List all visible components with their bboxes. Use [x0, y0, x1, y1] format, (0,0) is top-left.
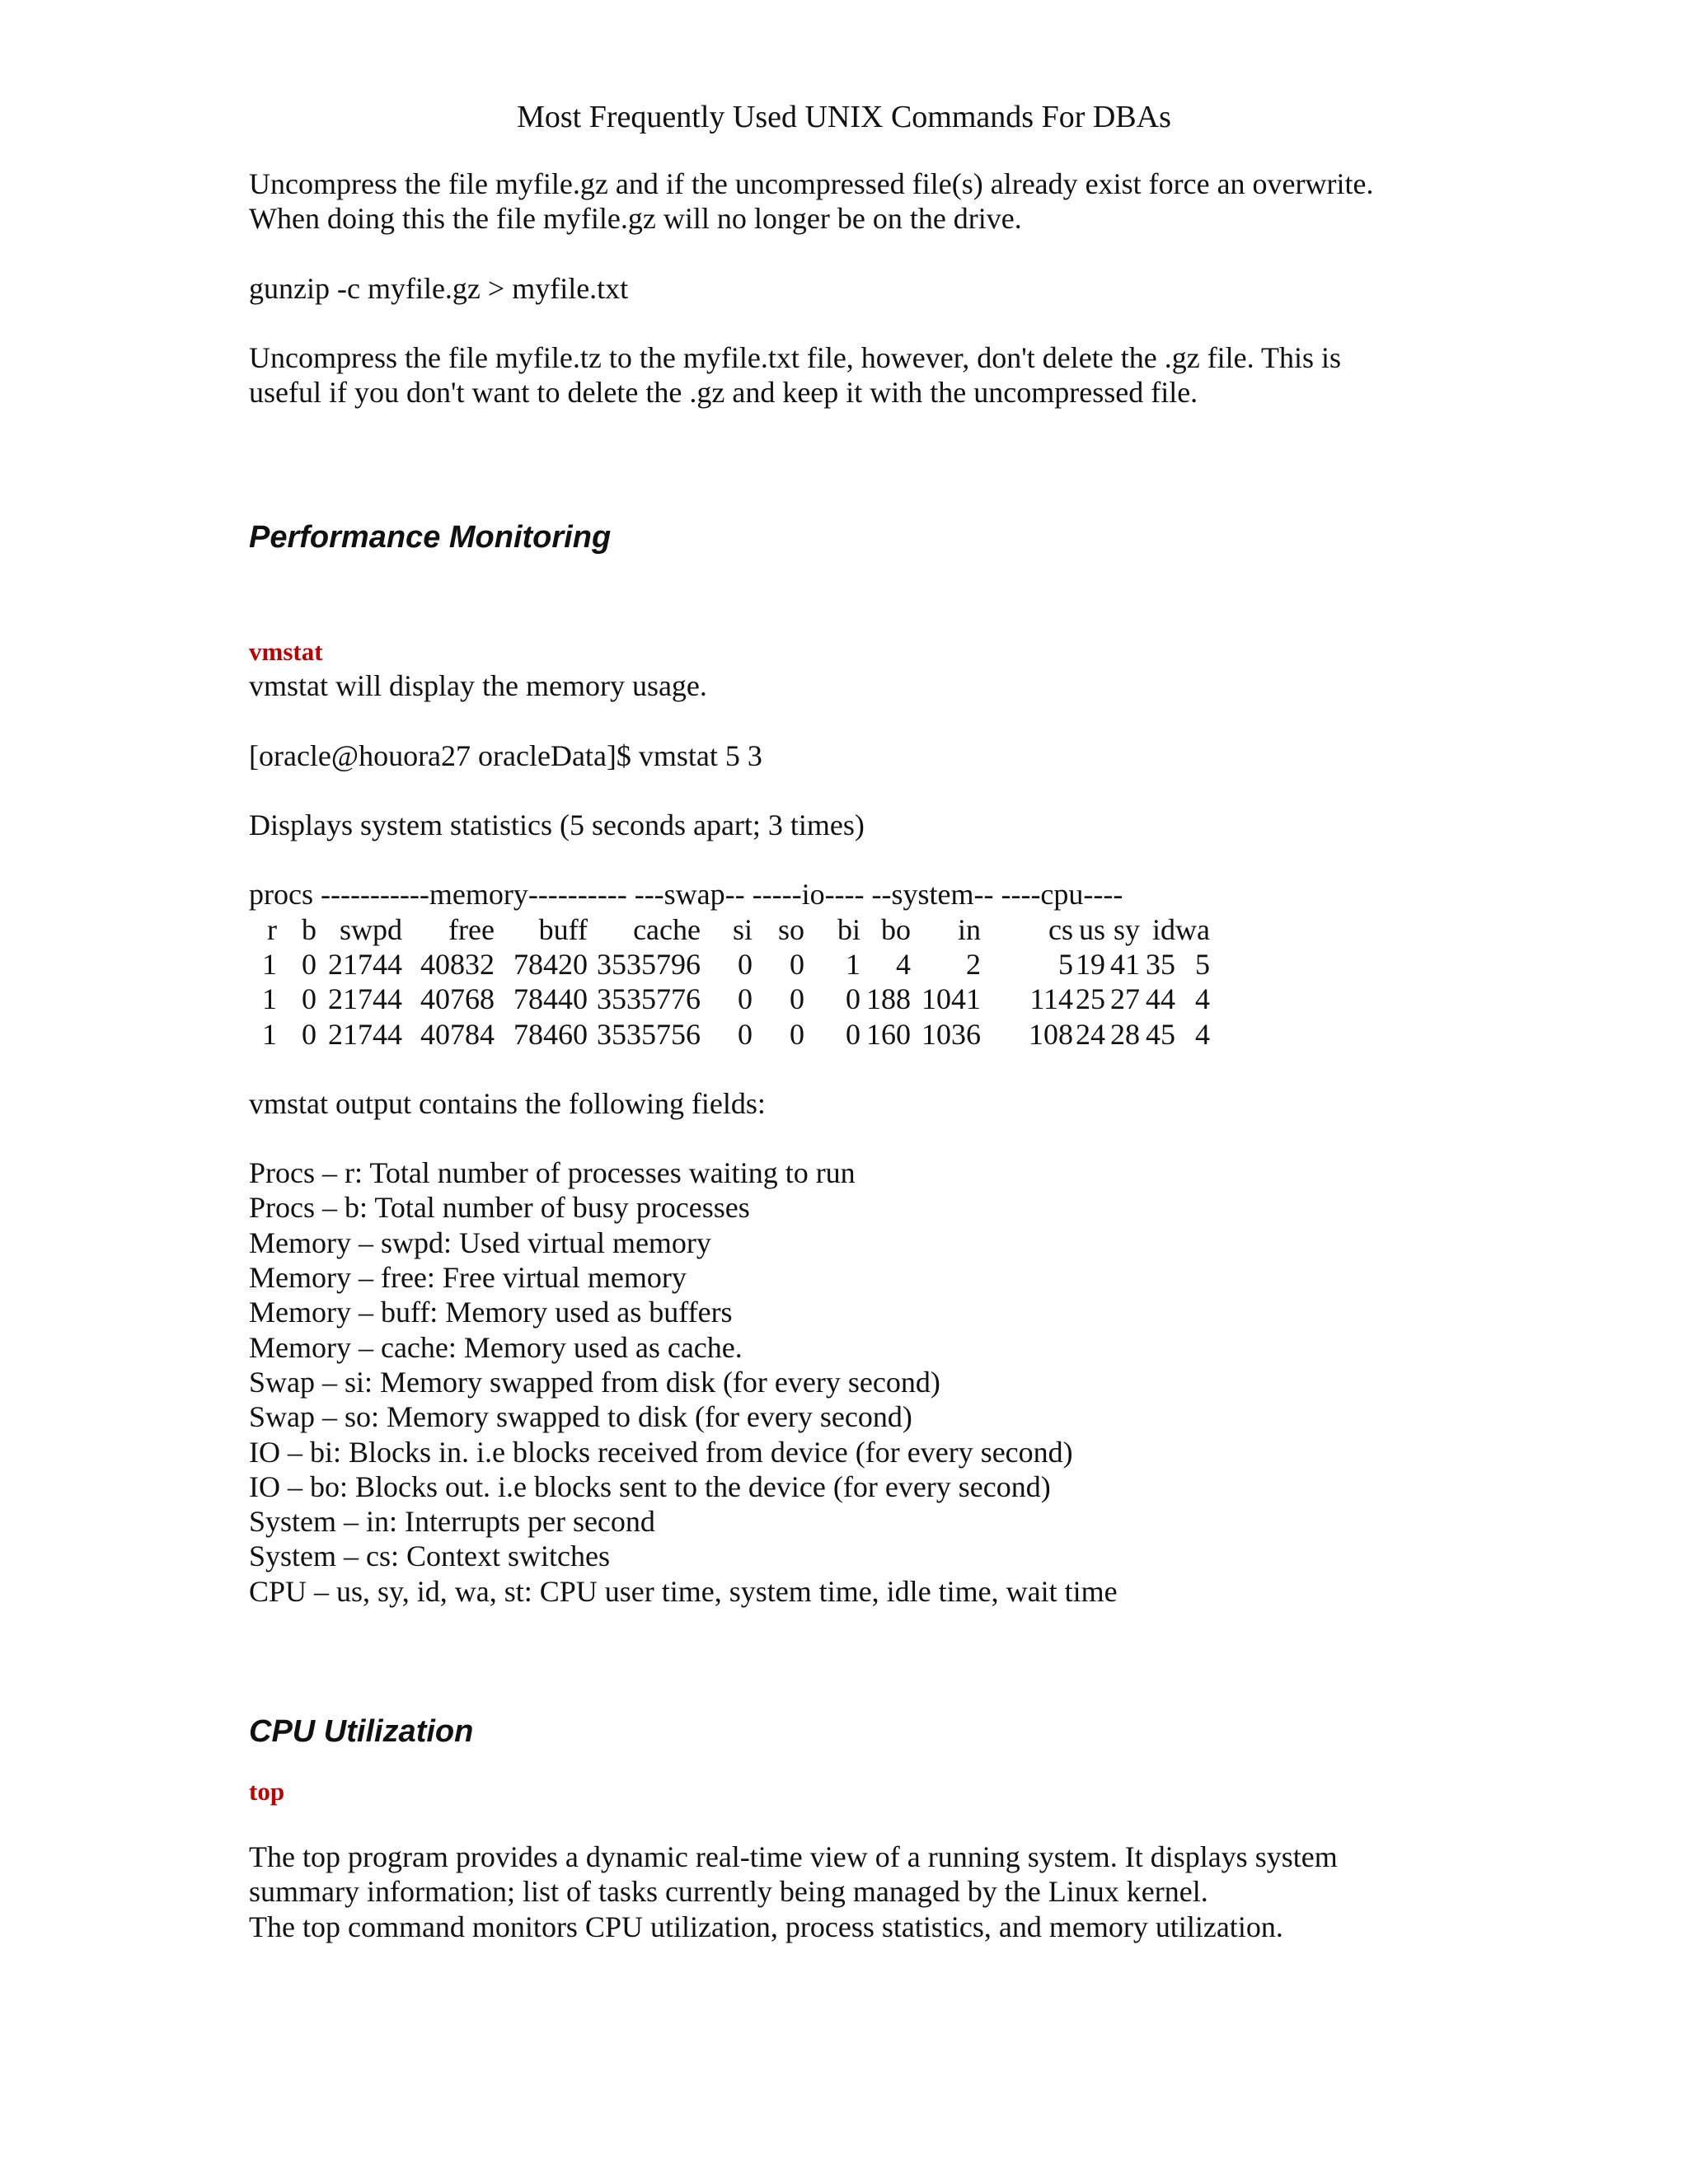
table-cell: 2 [966, 947, 981, 981]
vmstat-description: vmstat will display the memory usage. [249, 669, 707, 703]
vmstat-column-header: us [1078, 912, 1105, 946]
vmstat-column-header: free [448, 912, 495, 946]
list-item: System – in: Interrupts per second [249, 1505, 655, 1539]
table-cell: 21744 [328, 1017, 402, 1051]
table-cell: 19 [1076, 947, 1105, 981]
table-cell: 0 [846, 1017, 860, 1051]
list-item: IO – bi: Blocks in. i.e blocks received from device (for every second) [249, 1435, 1073, 1469]
table-cell: 0 [790, 1017, 804, 1051]
vmstat-group-header: procs -----------memory---------- ---swap-- -----io---- --system-- ----cpu---- [249, 878, 1123, 912]
list-item: Swap – si: Memory swapped from disk (for every second) [249, 1365, 940, 1399]
table-cell: 35 [1146, 947, 1175, 981]
cpu-utilization-heading: CPU Utilization [249, 1714, 474, 1750]
table-cell: 4 [1194, 1017, 1210, 1051]
vmstat-column-header: in [957, 912, 981, 946]
table-cell: 0 [302, 1017, 316, 1051]
list-item: Memory – free: Free virtual memory [249, 1261, 687, 1295]
table-cell: 0 [790, 947, 804, 981]
table-row [249, 1017, 1210, 1052]
table-cell: 3535776 [597, 982, 701, 1016]
vmstat-note: Displays system statistics (5 seconds apart; 3 times) [249, 808, 865, 842]
vmstat-prompt: [oracle@houora27 oracleData]$ vmstat 5 3 [249, 738, 762, 772]
vmstat-column-header: bi [837, 912, 860, 946]
table-cell: 1036 [921, 1017, 981, 1051]
table-cell: 44 [1146, 982, 1175, 1016]
table-cell: 24 [1076, 1017, 1105, 1051]
table-cell: 1 [262, 947, 277, 981]
table-cell: 40784 [420, 1017, 495, 1051]
table-cell: 5 [1194, 947, 1210, 981]
table-cell: 41 [1110, 947, 1140, 981]
vmstat-column-header: so [777, 912, 804, 946]
table-row [249, 947, 1210, 982]
table-cell: 114 [1029, 982, 1073, 1016]
table-cell: 78440 [513, 982, 588, 1016]
vmstat-column-header: r [267, 912, 277, 946]
table-cell: 0 [790, 982, 804, 1016]
page-title: Most Frequently Used UNIX Commands For DBAs [517, 100, 1171, 134]
table-cell: 0 [302, 947, 316, 981]
vmstat-output-table [249, 912, 1210, 1052]
table-cell: 21744 [328, 947, 402, 981]
list-item: IO – bo: Blocks out. i.e blocks sent to the device (for every second) [249, 1469, 1051, 1503]
top-paragraph-1: The top program provides a dynamic real-time view of a running system. It displays system summary information; list of tasks currently being managed by the Linux kernel. [249, 1840, 1338, 1909]
table-cell: 1041 [921, 982, 981, 1016]
list-item: Swap – so: Memory swapped to disk (for every second) [249, 1400, 912, 1434]
table-cell: 78420 [513, 947, 588, 981]
table-cell: 160 [866, 1017, 911, 1051]
vmstat-command-label: vmstat [249, 637, 323, 667]
top-paragraph-2: The top command monitors CPU utilization, process statistics, and memory utilization. [249, 1910, 1283, 1943]
table-cell: 3535756 [597, 1017, 701, 1051]
vmstat-column-header: bo [881, 912, 911, 946]
vmstat-column-header: b [302, 912, 316, 946]
table-cell: 21744 [328, 982, 402, 1016]
table-cell: 0 [738, 982, 753, 1016]
table-cell: 45 [1146, 1017, 1175, 1051]
vmstat-column-header: cache [633, 912, 701, 946]
table-cell: 188 [866, 982, 911, 1016]
table-cell: 1 [262, 982, 277, 1016]
document-body [249, 166, 1535, 1944]
table-cell: 5 [1058, 947, 1073, 981]
vmstat-column-header: id [1151, 912, 1175, 946]
vmstat-fields-intro: vmstat output contains the following fields: [249, 1086, 766, 1120]
table-cell: 108 [1029, 1017, 1073, 1051]
table-cell: 78460 [513, 1017, 588, 1051]
list-item: Procs – r: Total number of processes waiting to run [249, 1156, 856, 1190]
list-item: Procs – b: Total number of busy processes [249, 1191, 750, 1225]
table-cell: 0 [302, 982, 316, 1016]
table-cell: 0 [846, 982, 860, 1016]
table-cell: 4 [896, 947, 911, 981]
table-cell: 28 [1110, 1017, 1140, 1051]
vmstat-column-header: cs [1048, 912, 1073, 946]
intro-paragraph-1: Uncompress the file myfile.gz and if the uncompressed file(s) already exist force an overwrite. When doing this the file myfile.gz will no longer be on the drive. [249, 167, 1374, 236]
list-item: CPU – us, sy, id, wa, st: CPU user time, system time, idle time, wait time [249, 1574, 1118, 1608]
table-cell: 4 [1194, 982, 1210, 1016]
table-cell: 0 [738, 947, 753, 981]
intro-paragraph-2: Uncompress the file myfile.tz to the myfile.txt file, however, don't delete the .gz file. This is useful if you don't want to delete the .gz and keep it with the uncompressed file. [249, 340, 1342, 410]
table-cell: 40768 [420, 982, 495, 1016]
gunzip-command-line: gunzip -c myfile.gz > myfile.txt [249, 271, 629, 305]
table-cell: 1 [846, 947, 860, 981]
table-cell: 1 [262, 1017, 277, 1051]
table-cell: 0 [738, 1017, 753, 1051]
list-item: Memory – swpd: Used virtual memory [249, 1226, 711, 1259]
vmstat-column-header: buff [538, 912, 588, 946]
table-cell: 3535796 [597, 947, 701, 981]
vmstat-column-header: swpd [339, 912, 402, 946]
list-item: Memory – buff: Memory used as buffers [249, 1296, 733, 1329]
table-cell: 27 [1110, 982, 1140, 1016]
vmstat-column-header-row [249, 912, 1210, 947]
list-item: Memory – cache: Memory used as cache. [249, 1330, 743, 1364]
table-cell: 25 [1076, 982, 1105, 1016]
table-cell: 40832 [420, 947, 495, 981]
vmstat-column-header: wa [1175, 912, 1210, 946]
vmstat-fields-list [249, 1155, 1535, 1609]
table-row [249, 982, 1210, 1016]
top-command-label: top [249, 1777, 285, 1807]
vmstat-column-header: sy [1113, 912, 1140, 946]
vmstat-column-header: si [732, 912, 753, 946]
performance-monitoring-heading: Performance Monitoring [249, 520, 612, 555]
list-item: System – cs: Context switches [249, 1540, 610, 1573]
